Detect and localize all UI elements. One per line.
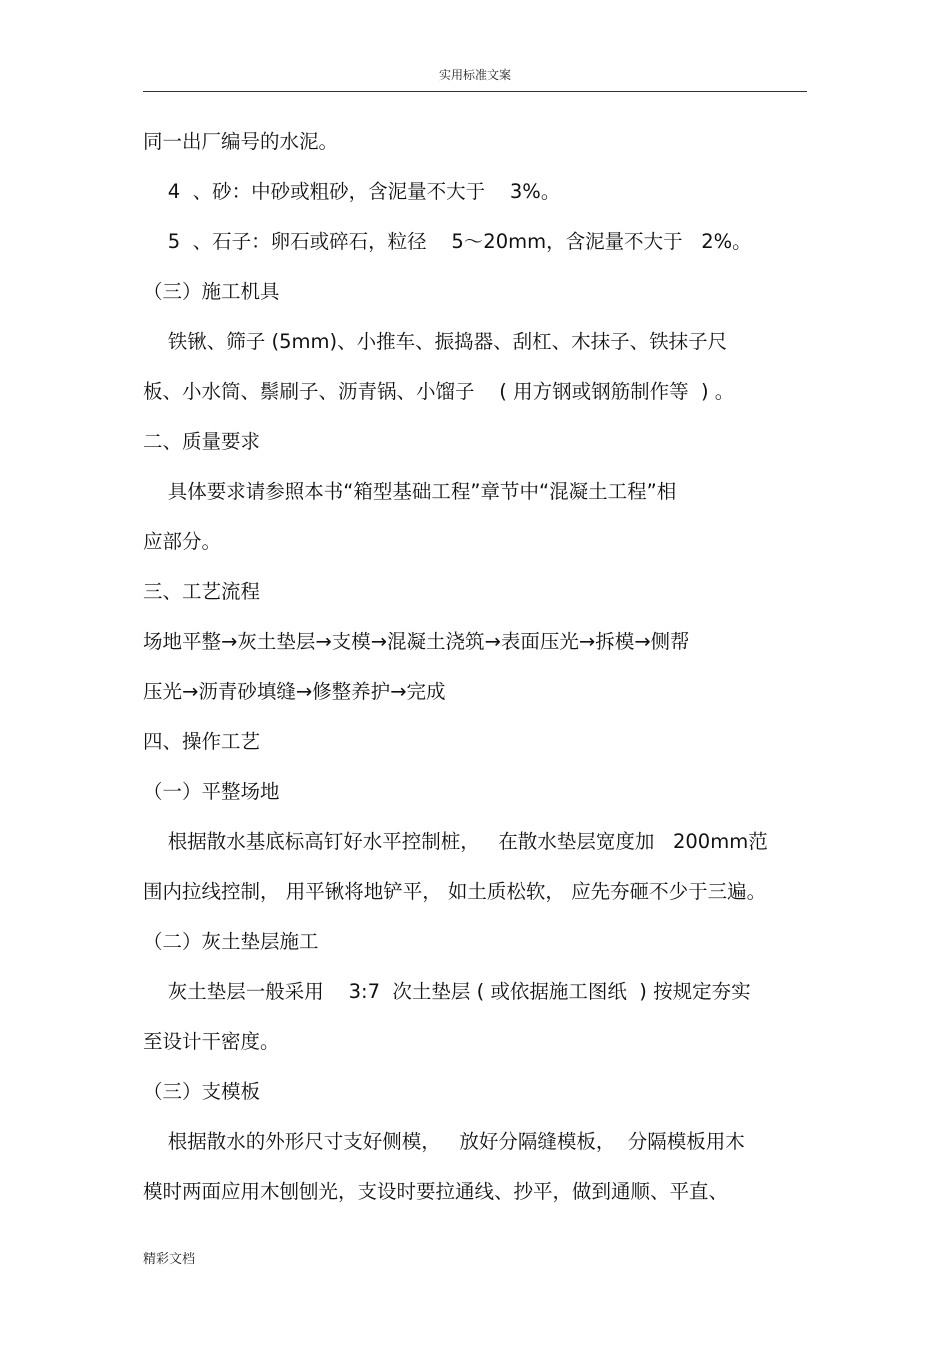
section-heading: （二）灰土垫层施工 [143,930,319,953]
text-line: 铁锹、筛子 (5mm)、小推车、振捣器、刮杠、木抹子、铁抹子尺 [143,330,728,353]
text-line: 灰土垫层一般采用 3:7 次土垫层 ( 或依据施工图纸 ) 按规定夯实 [143,980,751,1003]
section-heading: 二、质量要求 [143,430,261,453]
text-line: 根据散水基底标高钉好水平控制桩， 在散水垫层宽度加 200mm范 [143,830,768,853]
text-line: 同一出厂编号的水泥。 [143,130,339,153]
header-divider [143,91,807,92]
text-line: 围内拉线控制， 用平锹将地铲平， 如土质松软， 应先夯砸不少于三遍。 [143,880,767,903]
page-footer: 精彩文档 [143,1252,196,1267]
page-header: 实用标准文案 [438,68,511,82]
text-line: 至设计干密度。 [143,1030,280,1053]
section-heading: 四、操作工艺 [143,730,261,753]
text-line: 板、小水筒、鬃刷子、沥青锅、小馏子 ( 用方钢或钢筋制作等 ) 。 [143,380,735,403]
section-heading: 三、工艺流程 [143,580,261,603]
text-line: 具体要求请参照本书“箱型基础工程”章节中“混凝土工程”相 [143,480,677,503]
section-heading: （三）支模板 [143,1080,261,1103]
text-line: 模时两面应用木刨刨光，支设时要拉通线、抄平，做到通顺、平直、 [143,1180,729,1203]
text-line: 5 、石子：卵石或碎石，粒径 5～20mm，含泥量不大于 2%。 [143,230,752,253]
text-line: 根据散水的外形尺寸支好侧模， 放好分隔缝模板， 分隔模板用木 [143,1130,745,1153]
text-line: 4 、砂：中砂或粗砂，含泥量不大于 3%。 [143,180,561,203]
text-line: 场地平整→灰土垫层→支模→混凝土浇筑→表面压光→拆模→侧帮 [143,630,690,653]
text-line: 压光→沥青砂填缝→修整养护→完成 [143,680,446,703]
section-heading: （三）施工机具 [143,280,280,303]
section-heading: （一）平整场地 [143,780,280,803]
text-line: 应部分。 [143,530,222,553]
